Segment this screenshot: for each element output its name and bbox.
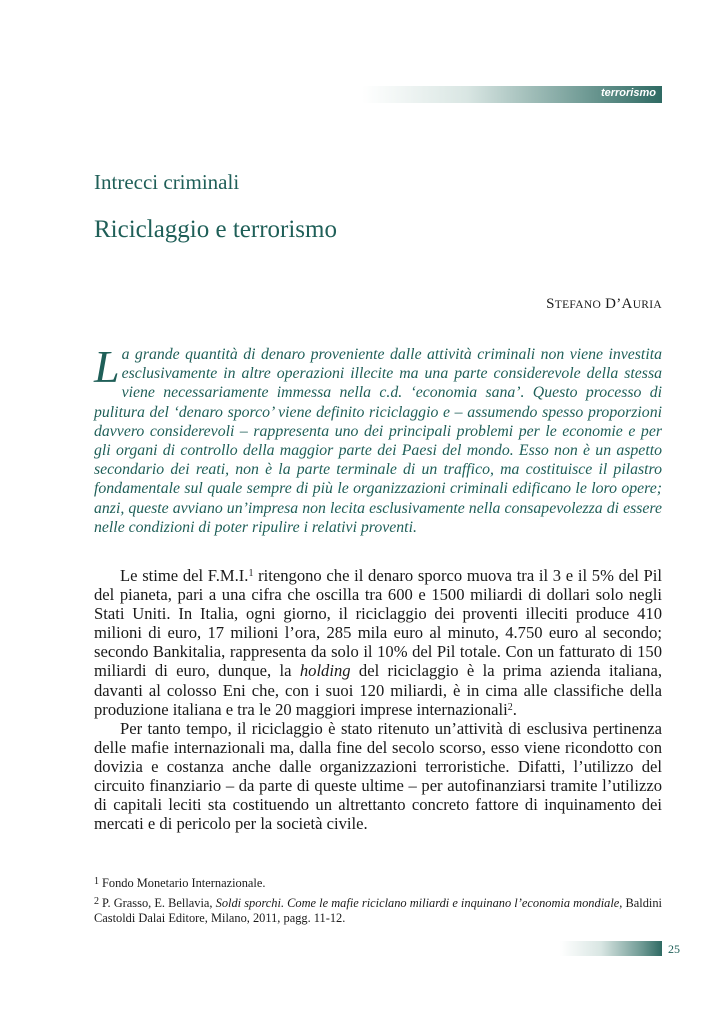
page-number: 25 [668,942,680,956]
p1-italic-holding: holding [299,661,351,681]
p1-part-d: . [512,699,517,719]
paragraph-2: Per tanto tempo, il riciclaggio è stato ritenuto un’attività di esclusiva pertinenza delle mafie internazionali ma, dalla fine del secolo scorso, esso viene ricondotto con dovizia e costanza anche dalle organizzazioni terroristiche. Difatti, l’utilizzo del circuito finanziario – da parte di queste ultime – per autofinanziarsi tramite l’utilizzo di capitali leciti sta costituendo un altrettanto concreto fattore di inquinamento dei mercati e di pericolo per la società civile. [94,718,662,834]
header-section-label: terrorismo [600,87,656,99]
footnote-2-authors: P. Grasso, E. Bellavia, [102,896,216,910]
author-last-rest: URIA [632,299,662,311]
body-text [94,566,662,833]
header-bar [362,86,662,103]
footnote-2 [94,894,662,926]
footer-bar [560,941,662,956]
footnote-ref-1[interactable]: 1 [248,568,254,579]
author-first-initial: S [546,296,555,312]
footnote-1 [94,874,662,891]
p1-part-a: Le stime del F.M.I. [120,566,249,585]
footnote-2-number: 2 [94,896,99,907]
p1-part-c: del riciclaggio è la prima azienda italiana, davanti al colosso Eni che, con i suoi 120 miliardi, è in cima alle classifiche della produzione italiana e tra le 20 maggiori imprese internazionali [94,661,662,719]
author [546,296,662,313]
footnote-2-book-title: Soldi sporchi. Come le mafie riciclano miliardi e inquinano l’economia mondiale [215,896,620,910]
p1-part-b: ritengono che il denaro sporco muova tra il 3 e il 5% del Pil del pianeta, pari a una cifra che oscilla tra 600 e 1500 miliardi di dollari solo negli Stati Uniti. In Italia, ogni giorno, il riciclaggio dei proventi illeciti produce 410 milioni di euro, 17 milioni l’ora, 285 mila euro al minuto, 4.750 euro al secondo; secondo Bankitalia, rappresenta da solo il 10% del Pil totale. Con un fatturato di 150 miliardi di euro, dunque, la [94,566,662,681]
author-first-rest: TEFANO [554,299,602,311]
footnote-1-number: 1 [94,876,99,887]
footnotes [94,874,662,929]
abstract [94,341,662,537]
footnote-2-publisher: , Baldini Castoldi Dalai Editore, Milano, 2011, pagg. 11-12. [94,896,662,925]
article-title: Riciclaggio e terrorismo [94,216,337,243]
abstract-text: a grande quantità di denaro proveniente dalle attività criminali non viene investita esclusivamente in altre operazioni illecite ma una parte considerevole della stessa viene necessariamente immessa nella c.d. ‘economia sana’. Questo processo di pulitura del ‘denaro sporco’ viene definito riciclaggio e – assumendo spesso proporzioni davvero considerevoli – rappresenta uno dei principali problemi per le economie e per gli organi di controllo della maggior parte dei Paesi del mondo. Esso non è un aspetto secondario dei reati, non è la parte terminale di un traffico, ma costituisce il pilastro fondamentale sul quale sempre di più le organizzazioni criminali edificano le loro opere; anzi, queste avviano un’impresa non lecita esclusivamente nella consapevolezza di essere nelle condizioni di poter ripulire i relativi proventi. [94,346,662,536]
footnote-1-text: Fondo Monetario Internazionale. [102,876,266,890]
paragraph-1 [94,566,662,719]
section-title: Intrecci criminali [94,170,240,194]
drop-cap: L [94,341,120,392]
author-last-initial: D’A [605,296,633,312]
footnote-ref-2[interactable]: 2 [507,701,513,713]
